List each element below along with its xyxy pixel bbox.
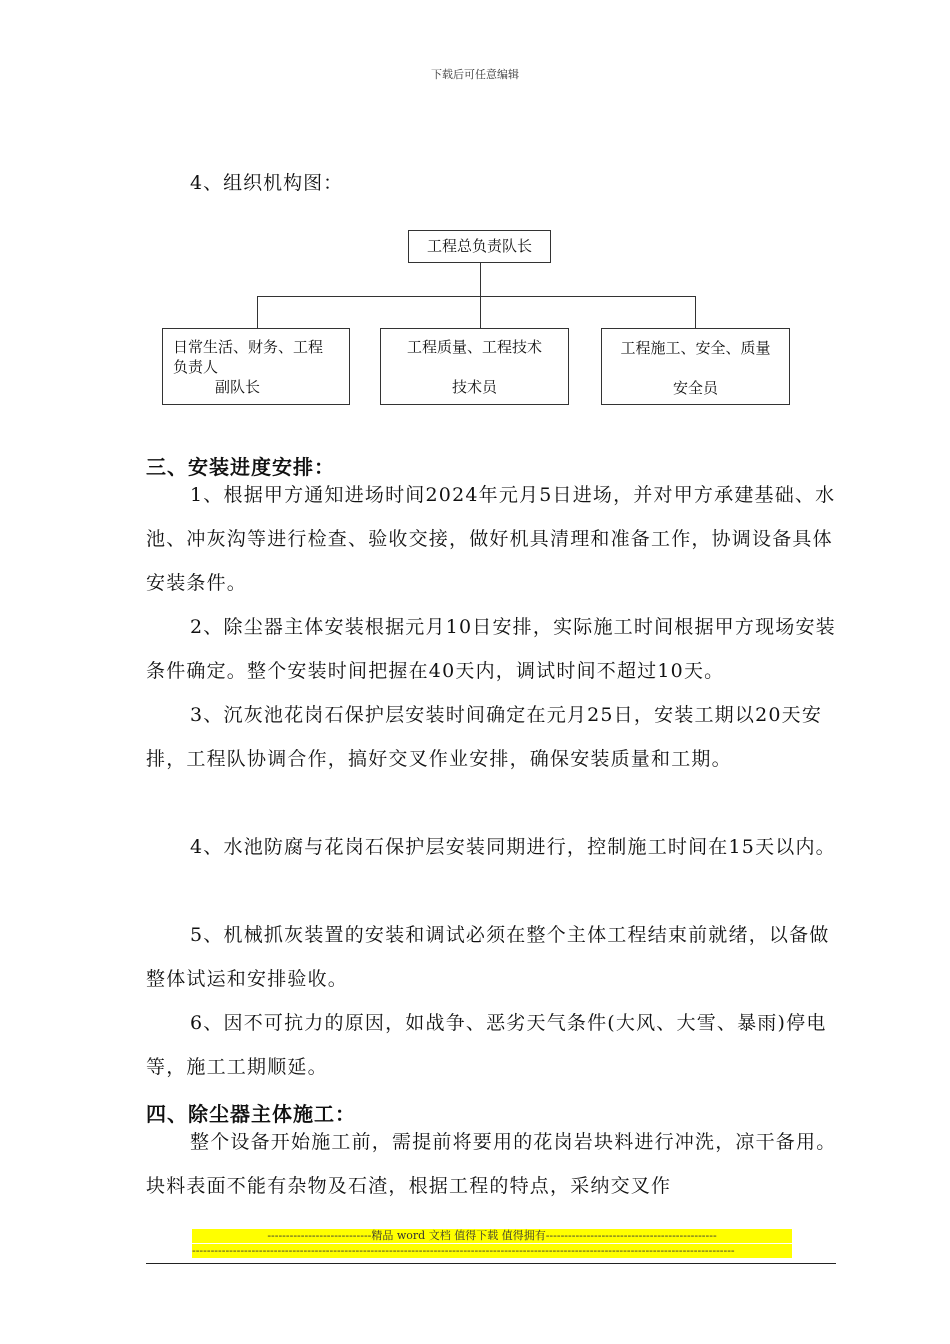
org-connector-middle — [480, 296, 481, 328]
section-4-title: 四、除尘器主体施工： — [146, 1102, 356, 1126]
section-3-paragraph-6: 6、因不可抗力的原因，如战争、恶劣天气条件(大风、大雪、暴雨)停电等，施工工期顺延。 — [146, 1012, 827, 1078]
org-box-safety-line3: 安全员 — [672, 379, 718, 397]
footer-rule — [146, 1263, 836, 1264]
section-3-paragraph-4: 4、水池防腐与花岗石保护层安装同期进行，控制施工时间在15天以内。 — [190, 836, 836, 858]
org-box-safety-line1: 工程施工、安全、质量 — [620, 339, 771, 357]
org-connector-left — [257, 296, 258, 328]
section-3-paragraph-3: 3、沉灰池花岗石保护层安装时间确定在元月25日，安装工期以20天安排，工程队协调合作，搞好交叉作业安排，确保安装质量和工期。 — [146, 704, 823, 770]
org-box-tech-spacer — [381, 357, 568, 377]
org-box-deputy-line2: 负责人 — [173, 358, 219, 376]
footer-banner: ----------------------------精品 word 文档 值得下载 值得拥有---------------------------------------------- — [192, 1229, 792, 1243]
org-top-box — [408, 230, 551, 263]
section-3-paragraph-5: 5、机械抓灰装置的安装和调试必须在整个主体工程结束前就绪，以备做整体试运和安排验收。 — [146, 924, 830, 990]
org-box-safety-spacer — [602, 358, 789, 378]
org-chart-subtitle: 4、组织机构图： — [190, 172, 344, 194]
org-box-tech-line3: 技术员 — [451, 378, 497, 396]
org-box-deputy — [162, 328, 350, 405]
org-box-tech — [380, 328, 569, 405]
org-top-label: 工程总负责队长 — [426, 237, 532, 255]
section-3-paragraph-1: 1、根据甲方通知进场时间2024年元月5日进场，并对甲方承建基础、水池、冲灰沟等进行检查、验收交接，做好机具清理和准备工作，协调设备具体安装条件。 — [146, 484, 836, 594]
section-3-title: 三、安装进度安排： — [146, 455, 335, 479]
org-box-tech-line1: 工程质量、工程技术 — [406, 338, 542, 356]
org-box-deputy-line3: 副队长 — [215, 378, 261, 396]
section-3-paragraph-2: 2、除尘器主体安装根据元月10日安排，实际施工时间根据甲方现场安装条件确定。整个安装时间把握在40天内，调试时间不超过10天。 — [146, 616, 836, 682]
section-4-paragraph: 整个设备开始施工前，需提前将要用的花岗岩块料进行冲洗，凉干备用。块料表面不能有杂物及石渣，根据工程的特点，采纳交叉作 — [146, 1131, 837, 1197]
org-box-deputy-line1: 日常生活、财务、工程 — [173, 338, 324, 356]
org-box-safety — [601, 328, 790, 405]
org-connector-right — [695, 296, 696, 328]
page-header-note: 下载后可任意编辑 — [431, 68, 519, 81]
org-connector-vertical — [480, 263, 481, 296]
footer-dash-line: -------------------------------------------------------------------------------------------------------------------------------------------------- — [192, 1244, 792, 1258]
org-connector-horizontal — [257, 296, 696, 297]
org-chart — [0, 0, 950, 420]
